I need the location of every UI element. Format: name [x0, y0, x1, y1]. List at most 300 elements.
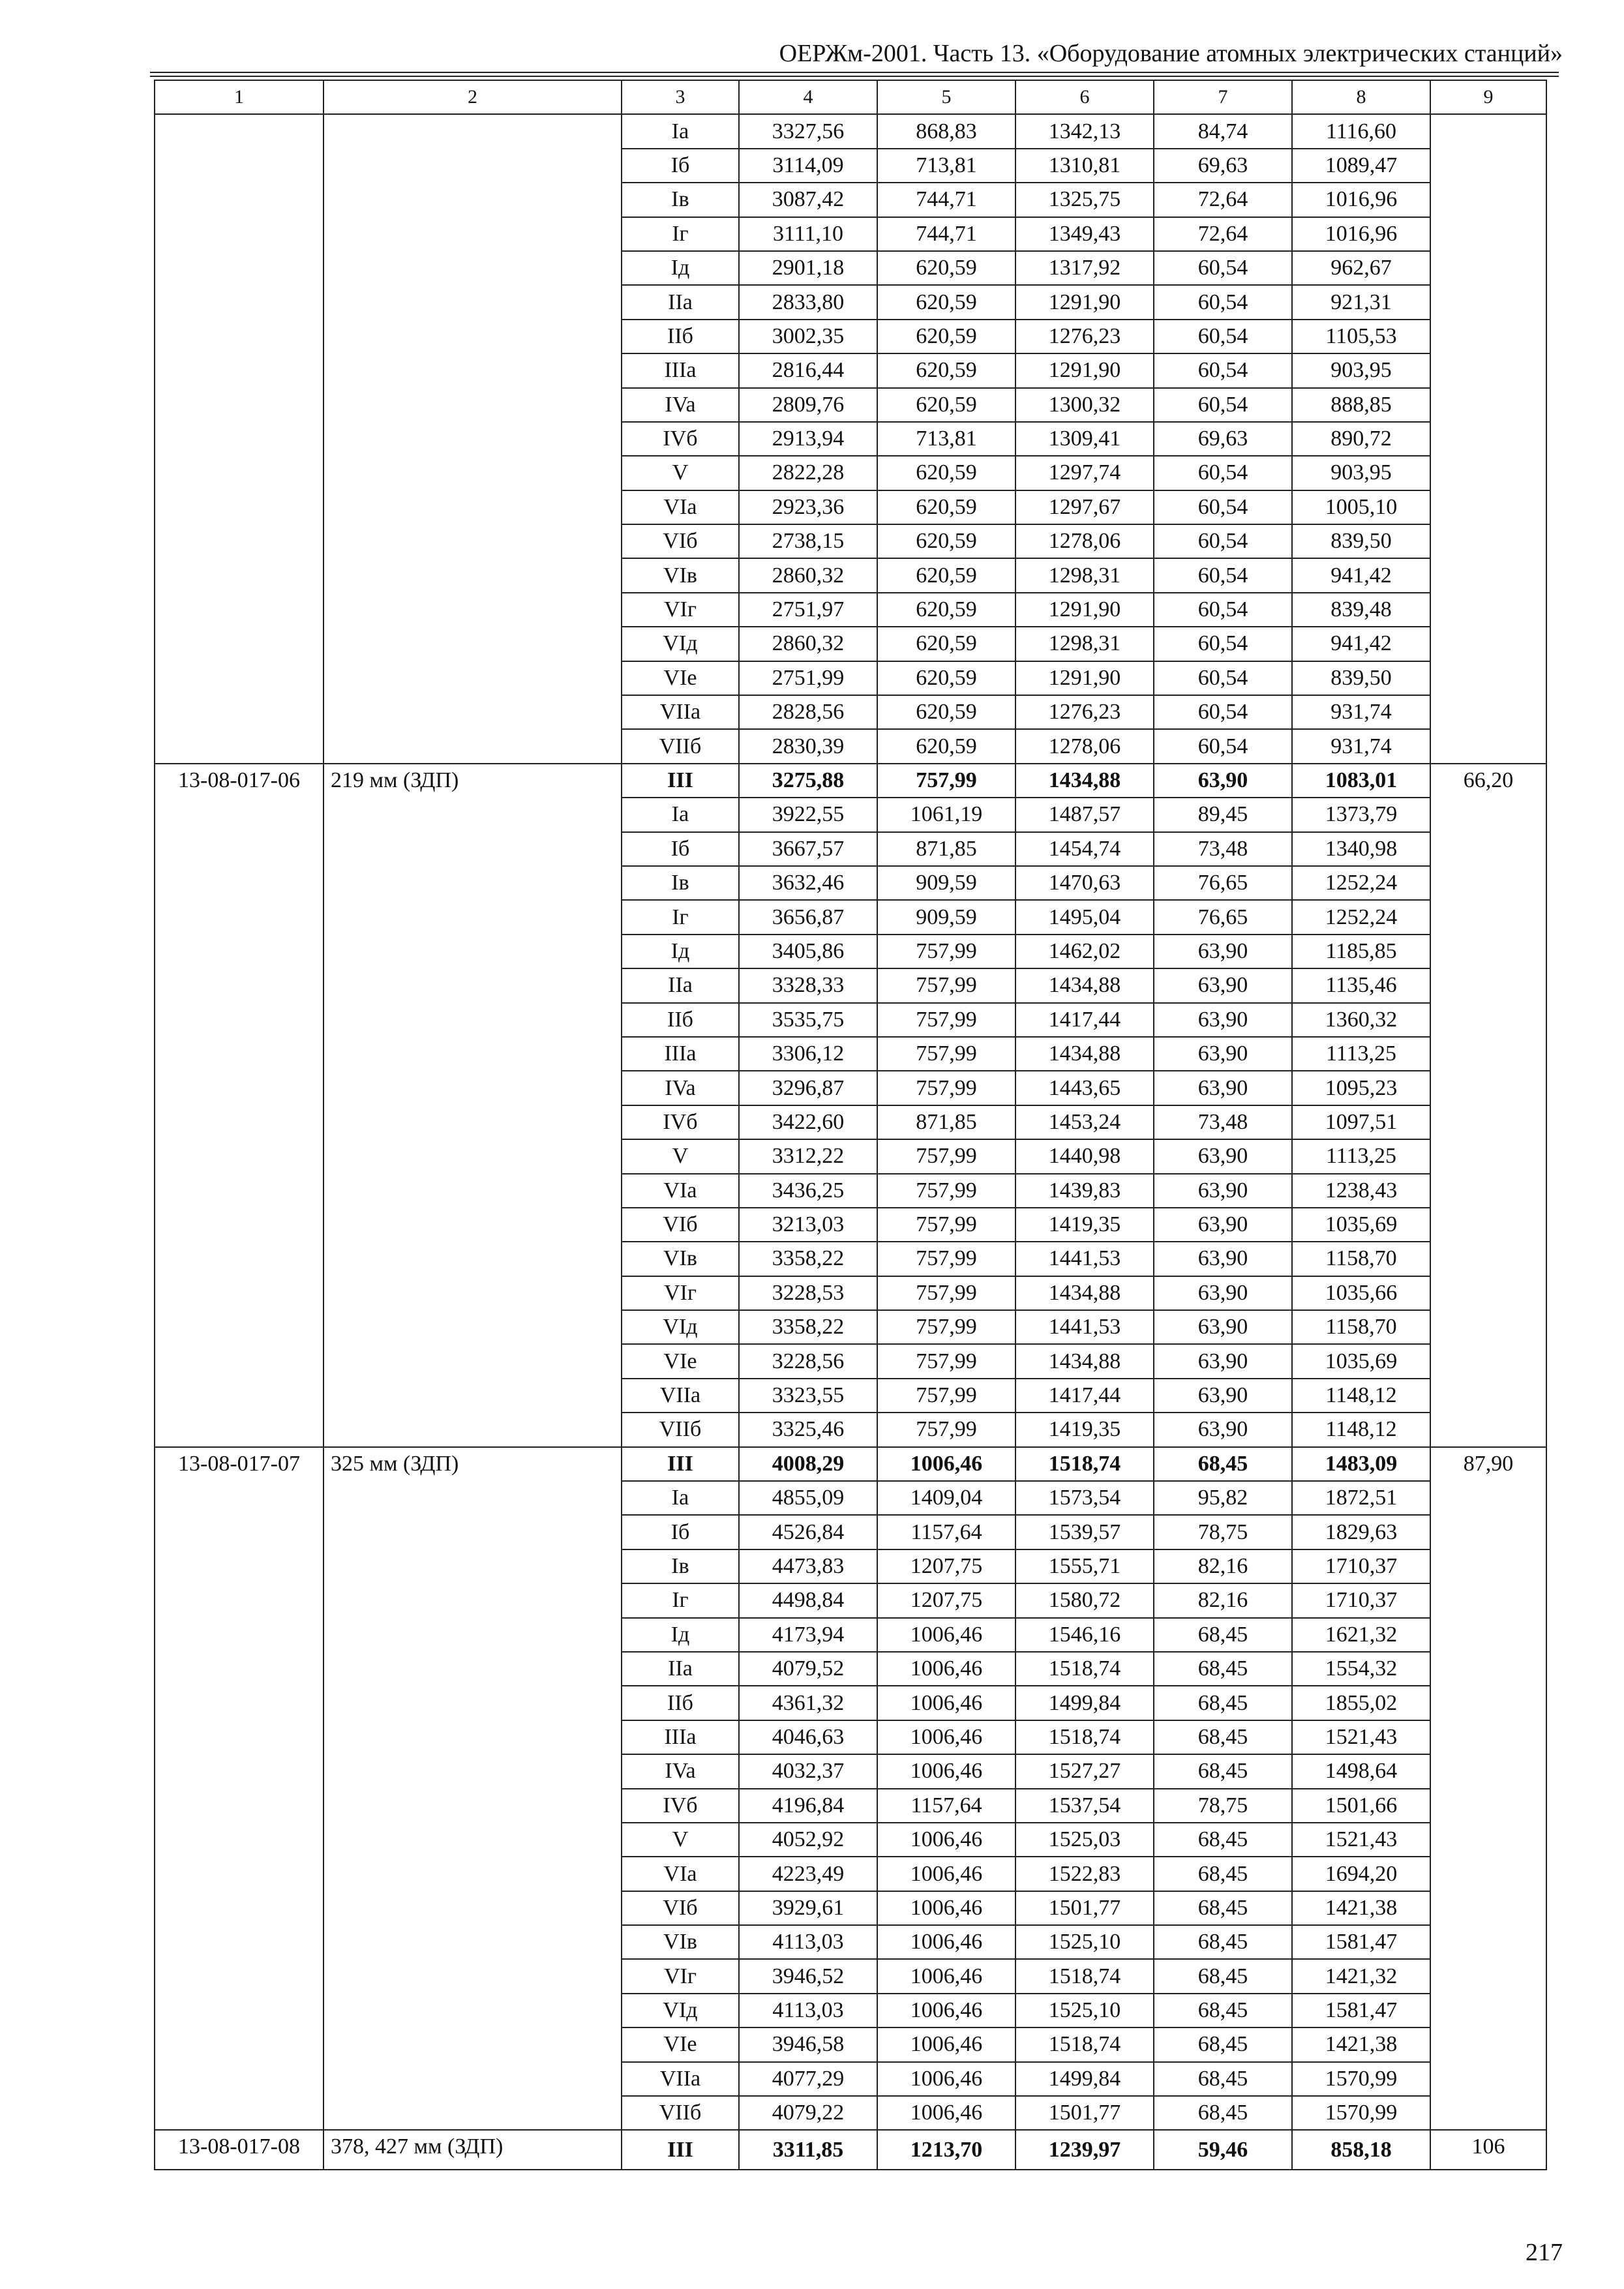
value-cell: 909,59 — [877, 900, 1015, 934]
value-cell: 1006,46 — [877, 1959, 1015, 1993]
zone-cell: Iв — [622, 183, 739, 217]
value-cell: 620,59 — [877, 558, 1015, 592]
value-cell: 1291,90 — [1015, 285, 1154, 319]
value-cell: 63,90 — [1154, 1310, 1292, 1344]
zone-cell: VIд — [622, 1994, 739, 2027]
column-number: 8 — [1292, 80, 1430, 114]
value-cell: 1238,43 — [1292, 1174, 1430, 1208]
zone-cell: Iг — [622, 900, 739, 934]
value-cell: 60,54 — [1154, 490, 1292, 524]
value-cell: 1417,44 — [1015, 1379, 1154, 1413]
value-cell: 1570,99 — [1292, 2096, 1430, 2130]
value-cell: 63,90 — [1154, 1344, 1292, 1378]
value-cell: 4196,84 — [739, 1789, 877, 1823]
value-cell: 3632,46 — [739, 866, 877, 900]
value-cell: 620,59 — [877, 593, 1015, 627]
zone-cell: VIв — [622, 1242, 739, 1276]
value-cell: 1434,88 — [1015, 1276, 1154, 1310]
value-cell: 1518,74 — [1015, 1959, 1154, 1993]
value-cell: 1580,72 — [1015, 1583, 1154, 1617]
value-cell: 890,72 — [1292, 422, 1430, 456]
value-cell: 1035,66 — [1292, 1276, 1430, 1310]
zone-cell: VIIб — [622, 729, 739, 763]
value-cell: 84,74 — [1154, 114, 1292, 148]
value-cell: 620,59 — [877, 456, 1015, 490]
value-cell: 839,50 — [1292, 524, 1430, 558]
value-cell: 3111,10 — [739, 217, 877, 251]
value-cell: 757,99 — [877, 968, 1015, 1002]
value-cell: 757,99 — [877, 764, 1015, 798]
value-cell: 757,99 — [877, 935, 1015, 968]
zone-cell: VIв — [622, 558, 739, 592]
zone-cell: IIIa — [622, 1037, 739, 1071]
value-cell: 620,59 — [877, 729, 1015, 763]
table-row — [155, 114, 1546, 148]
value-cell: 60,54 — [1154, 285, 1292, 319]
value-cell: 1518,74 — [1015, 1652, 1154, 1686]
zone-cell: VIб — [622, 1208, 739, 1242]
value-cell: 871,85 — [877, 1105, 1015, 1139]
value-cell: 4077,29 — [739, 2062, 877, 2096]
value-cell: 931,74 — [1292, 729, 1430, 763]
value-cell: 1006,46 — [877, 2027, 1015, 2061]
value-cell: 68,45 — [1154, 1891, 1292, 1925]
zone-cell: Iд — [622, 935, 739, 968]
value-cell: 1006,46 — [877, 1447, 1015, 1481]
value-cell: 757,99 — [877, 1344, 1015, 1378]
value-cell: 1518,74 — [1015, 2027, 1154, 2061]
value-cell: 1276,23 — [1015, 320, 1154, 353]
value-cell: 3323,55 — [739, 1379, 877, 1413]
column-9-value: 66,20 — [1430, 764, 1546, 1447]
value-cell: 1207,75 — [877, 1549, 1015, 1583]
zone-cell: III — [622, 2130, 739, 2169]
zone-cell: VIe — [622, 661, 739, 695]
value-cell: 1278,06 — [1015, 524, 1154, 558]
value-cell: 1298,31 — [1015, 627, 1154, 661]
column-number-row — [155, 80, 1546, 114]
value-cell: 60,54 — [1154, 524, 1292, 558]
zone-cell: VIв — [622, 1925, 739, 1959]
value-cell: 1434,88 — [1015, 764, 1154, 798]
value-cell: 1453,24 — [1015, 1105, 1154, 1139]
zone-cell: VIa — [622, 1174, 739, 1208]
zone-cell: VIa — [622, 490, 739, 524]
column-9-value — [1430, 114, 1546, 763]
zone-cell: IVб — [622, 1789, 739, 1823]
zone-cell: IIIa — [622, 353, 739, 387]
zone-cell: III — [622, 764, 739, 798]
value-cell: 68,45 — [1154, 2027, 1292, 2061]
value-cell: 73,48 — [1154, 1105, 1292, 1139]
column-number: 5 — [877, 80, 1015, 114]
value-cell: 60,54 — [1154, 661, 1292, 695]
value-cell: 1006,46 — [877, 2096, 1015, 2130]
value-cell: 620,59 — [877, 353, 1015, 387]
value-cell: 60,54 — [1154, 388, 1292, 422]
value-cell: 1083,01 — [1292, 764, 1430, 798]
value-cell: 909,59 — [877, 866, 1015, 900]
zone-cell: Iд — [622, 1618, 739, 1652]
value-cell: 68,45 — [1154, 2062, 1292, 2096]
value-cell: 4473,83 — [739, 1549, 877, 1583]
value-cell: 63,90 — [1154, 1174, 1292, 1208]
value-cell: 4173,94 — [739, 1618, 877, 1652]
zone-cell: Ia — [622, 114, 739, 148]
zone-cell: VIIб — [622, 1413, 739, 1446]
value-cell: 620,59 — [877, 285, 1015, 319]
value-cell: 3228,56 — [739, 1344, 877, 1378]
value-cell: 1522,83 — [1015, 1857, 1154, 1891]
value-cell: 89,45 — [1154, 798, 1292, 831]
page-number: 217 — [1526, 2239, 1563, 2266]
value-cell: 1016,96 — [1292, 183, 1430, 217]
value-cell: 3535,75 — [739, 1003, 877, 1037]
value-cell: 3946,52 — [739, 1959, 877, 1993]
value-cell: 1035,69 — [1292, 1344, 1430, 1378]
value-cell: 59,46 — [1154, 2130, 1292, 2169]
value-cell: 1499,84 — [1015, 1686, 1154, 1720]
value-cell: 76,65 — [1154, 900, 1292, 934]
value-cell: 3114,09 — [739, 149, 877, 183]
value-cell: 4361,32 — [739, 1686, 877, 1720]
value-cell: 1005,10 — [1292, 490, 1430, 524]
value-cell: 3312,22 — [739, 1139, 877, 1173]
value-cell: 1694,20 — [1292, 1857, 1430, 1891]
value-cell: 1434,88 — [1015, 1344, 1154, 1378]
zone-cell: VIг — [622, 1276, 739, 1310]
value-cell: 63,90 — [1154, 1003, 1292, 1037]
value-cell: 68,45 — [1154, 2096, 1292, 2130]
value-cell: 757,99 — [877, 1379, 1015, 1413]
value-cell: 3656,87 — [739, 900, 877, 934]
value-cell: 757,99 — [877, 1208, 1015, 1242]
zone-cell: Iв — [622, 1549, 739, 1583]
column-number: 9 — [1430, 80, 1546, 114]
zone-cell: Iб — [622, 832, 739, 866]
value-cell: 2816,44 — [739, 353, 877, 387]
value-cell: 2738,15 — [739, 524, 877, 558]
value-cell: 1157,64 — [877, 1789, 1015, 1823]
value-cell: 1537,54 — [1015, 1789, 1154, 1823]
value-cell: 3946,58 — [739, 2027, 877, 2061]
value-cell: 1501,66 — [1292, 1789, 1430, 1823]
value-cell: 1006,46 — [877, 1686, 1015, 1720]
value-cell: 60,54 — [1154, 627, 1292, 661]
value-cell: 1872,51 — [1292, 1481, 1430, 1515]
value-cell: 1113,25 — [1292, 1139, 1430, 1173]
value-cell: 73,48 — [1154, 832, 1292, 866]
value-cell: 1278,06 — [1015, 729, 1154, 763]
rate-code: 13-08-017-06 — [155, 764, 323, 1447]
value-cell: 1554,32 — [1292, 1652, 1430, 1686]
value-cell: 95,82 — [1154, 1481, 1292, 1515]
column-number: 7 — [1154, 80, 1292, 114]
value-cell: 68,45 — [1154, 1686, 1292, 1720]
table-row — [155, 2130, 1546, 2169]
value-cell: 1158,70 — [1292, 1310, 1430, 1344]
value-cell: 1483,09 — [1292, 1447, 1430, 1481]
value-cell: 1419,35 — [1015, 1208, 1154, 1242]
value-cell: 1546,16 — [1015, 1618, 1154, 1652]
value-cell: 941,42 — [1292, 558, 1430, 592]
value-cell: 1710,37 — [1292, 1583, 1430, 1617]
value-cell: 888,85 — [1292, 388, 1430, 422]
value-cell: 744,71 — [877, 217, 1015, 251]
value-cell: 63,90 — [1154, 1242, 1292, 1276]
header-rule — [150, 72, 1559, 73]
zone-cell: Iд — [622, 251, 739, 285]
value-cell: 63,90 — [1154, 1379, 1292, 1413]
value-cell: 757,99 — [877, 1413, 1015, 1446]
value-cell: 68,45 — [1154, 1754, 1292, 1788]
value-cell: 1499,84 — [1015, 2062, 1154, 2096]
value-cell: 1113,25 — [1292, 1037, 1430, 1071]
value-cell: 1349,43 — [1015, 217, 1154, 251]
value-cell: 3296,87 — [739, 1071, 877, 1105]
value-cell: 1006,46 — [877, 1925, 1015, 1959]
value-cell: 1581,47 — [1292, 1925, 1430, 1959]
value-cell: 76,65 — [1154, 866, 1292, 900]
value-cell: 1340,98 — [1292, 832, 1430, 866]
value-cell: 2751,97 — [739, 593, 877, 627]
value-cell: 63,90 — [1154, 1413, 1292, 1446]
zone-cell: IVб — [622, 1105, 739, 1139]
value-cell: 1570,99 — [1292, 2062, 1430, 2096]
value-cell: 68,45 — [1154, 1652, 1292, 1686]
zone-cell: Iб — [622, 149, 739, 183]
value-cell: 757,99 — [877, 1242, 1015, 1276]
value-cell: 60,54 — [1154, 456, 1292, 490]
zone-cell: IVa — [622, 1071, 739, 1105]
value-cell: 1135,46 — [1292, 968, 1430, 1002]
value-cell: 2860,32 — [739, 627, 877, 661]
zone-cell: VIIa — [622, 695, 739, 729]
value-cell: 1525,10 — [1015, 1925, 1154, 1959]
value-cell: 1291,90 — [1015, 661, 1154, 695]
value-cell: 858,18 — [1292, 2130, 1430, 2169]
zone-cell: V — [622, 1823, 739, 1857]
value-cell: 713,81 — [877, 422, 1015, 456]
value-cell: 1061,19 — [877, 798, 1015, 831]
value-cell: 63,90 — [1154, 935, 1292, 968]
value-cell: 63,90 — [1154, 764, 1292, 798]
value-cell: 941,42 — [1292, 627, 1430, 661]
value-cell: 1421,38 — [1292, 2027, 1430, 2061]
value-cell: 1501,77 — [1015, 2096, 1154, 2130]
table-row — [155, 1447, 1546, 1481]
value-cell: 1829,63 — [1292, 1515, 1430, 1549]
value-cell: 1470,63 — [1015, 866, 1154, 900]
zone-cell: VIIa — [622, 1379, 739, 1413]
value-cell: 68,45 — [1154, 1447, 1292, 1481]
value-cell: 63,90 — [1154, 1276, 1292, 1310]
value-cell: 1441,53 — [1015, 1310, 1154, 1344]
value-cell: 744,71 — [877, 183, 1015, 217]
value-cell: 620,59 — [877, 388, 1015, 422]
value-cell: 1440,98 — [1015, 1139, 1154, 1173]
value-cell: 1297,74 — [1015, 456, 1154, 490]
value-cell: 1105,53 — [1292, 320, 1430, 353]
column-number: 6 — [1015, 80, 1154, 114]
value-cell: 3358,22 — [739, 1242, 877, 1276]
value-cell: 1434,88 — [1015, 1037, 1154, 1071]
value-cell: 3929,61 — [739, 1891, 877, 1925]
value-cell: 1239,97 — [1015, 2130, 1154, 2169]
value-cell: 2828,56 — [739, 695, 877, 729]
value-cell: 1855,02 — [1292, 1686, 1430, 1720]
value-cell: 60,54 — [1154, 558, 1292, 592]
value-cell: 1035,69 — [1292, 1208, 1430, 1242]
value-cell: 68,45 — [1154, 1618, 1292, 1652]
value-cell: 1462,02 — [1015, 935, 1154, 968]
value-cell: 1434,88 — [1015, 968, 1154, 1002]
value-cell: 1360,32 — [1292, 1003, 1430, 1037]
value-cell: 1095,23 — [1292, 1071, 1430, 1105]
value-cell: 2751,99 — [739, 661, 877, 695]
zone-cell: IIa — [622, 968, 739, 1002]
value-cell: 1148,12 — [1292, 1413, 1430, 1446]
value-cell: 69,63 — [1154, 149, 1292, 183]
zone-cell: VIб — [622, 524, 739, 558]
value-cell: 2830,39 — [739, 729, 877, 763]
value-cell: 1006,46 — [877, 1754, 1015, 1788]
value-cell: 3422,60 — [739, 1105, 877, 1139]
zone-cell: VIг — [622, 1959, 739, 1993]
value-cell: 1325,75 — [1015, 183, 1154, 217]
value-cell: 4046,63 — [739, 1720, 877, 1754]
value-cell: 1006,46 — [877, 2062, 1015, 2096]
value-cell: 3306,12 — [739, 1037, 877, 1071]
value-cell: 1417,44 — [1015, 1003, 1154, 1037]
value-cell: 1297,67 — [1015, 490, 1154, 524]
rate-name: 378, 427 мм (ЗДП) — [323, 2130, 622, 2169]
value-cell: 4855,09 — [739, 1481, 877, 1515]
value-cell: 3405,86 — [739, 935, 877, 968]
zone-cell: Iг — [622, 1583, 739, 1617]
rate-name — [323, 114, 622, 763]
zone-cell: VIб — [622, 1891, 739, 1925]
value-cell: 82,16 — [1154, 1549, 1292, 1583]
value-cell: 1300,32 — [1015, 388, 1154, 422]
value-cell: 839,50 — [1292, 661, 1430, 695]
value-cell: 78,75 — [1154, 1515, 1292, 1549]
value-cell: 1276,23 — [1015, 695, 1154, 729]
value-cell: 60,54 — [1154, 729, 1292, 763]
value-cell: 757,99 — [877, 1174, 1015, 1208]
zone-cell: IIб — [622, 1003, 739, 1037]
value-cell: 1518,74 — [1015, 1720, 1154, 1754]
value-cell: 78,75 — [1154, 1789, 1292, 1823]
value-cell: 1116,60 — [1292, 114, 1430, 148]
zone-cell: V — [622, 456, 739, 490]
value-cell: 1439,83 — [1015, 1174, 1154, 1208]
rates-table — [154, 80, 1547, 2170]
value-cell: 2913,94 — [739, 422, 877, 456]
value-cell: 620,59 — [877, 695, 1015, 729]
zone-cell: VIIa — [622, 2062, 739, 2096]
value-cell: 757,99 — [877, 1037, 1015, 1071]
table-row — [155, 764, 1546, 798]
value-cell: 757,99 — [877, 1310, 1015, 1344]
value-cell: 3667,57 — [739, 832, 877, 866]
value-cell: 1621,32 — [1292, 1618, 1430, 1652]
value-cell: 4079,52 — [739, 1652, 877, 1686]
value-cell: 60,54 — [1154, 320, 1292, 353]
value-cell: 68,45 — [1154, 1720, 1292, 1754]
value-cell: 4079,22 — [739, 2096, 877, 2130]
value-cell: 60,54 — [1154, 695, 1292, 729]
value-cell: 1317,92 — [1015, 251, 1154, 285]
value-cell: 757,99 — [877, 1276, 1015, 1310]
column-number: 2 — [323, 80, 622, 114]
value-cell: 757,99 — [877, 1071, 1015, 1105]
value-cell: 1006,46 — [877, 1891, 1015, 1925]
value-cell: 620,59 — [877, 320, 1015, 353]
rate-code — [155, 114, 323, 763]
zone-cell: VIIб — [622, 2096, 739, 2130]
value-cell: 2860,32 — [739, 558, 877, 592]
value-cell: 1291,90 — [1015, 593, 1154, 627]
zone-cell: VIe — [622, 1344, 739, 1378]
value-cell: 1573,54 — [1015, 1481, 1154, 1515]
value-cell: 4052,92 — [739, 1823, 877, 1857]
value-cell: 1501,77 — [1015, 1891, 1154, 1925]
value-cell: 3228,53 — [739, 1276, 877, 1310]
value-cell: 1421,38 — [1292, 1891, 1430, 1925]
zone-cell: V — [622, 1139, 739, 1173]
zone-cell: VIг — [622, 593, 739, 627]
value-cell: 4223,49 — [739, 1857, 877, 1891]
value-cell: 2901,18 — [739, 251, 877, 285]
value-cell: 757,99 — [877, 1139, 1015, 1173]
value-cell: 1710,37 — [1292, 1549, 1430, 1583]
rate-name: 219 мм (ЗДП) — [323, 764, 622, 1447]
value-cell: 3325,46 — [739, 1413, 877, 1446]
value-cell: 1157,64 — [877, 1515, 1015, 1549]
value-cell: 4526,84 — [739, 1515, 877, 1549]
value-cell: 2809,76 — [739, 388, 877, 422]
value-cell: 3327,56 — [739, 114, 877, 148]
zone-cell: IVa — [622, 1754, 739, 1788]
zone-cell: IIб — [622, 1686, 739, 1720]
value-cell: 620,59 — [877, 490, 1015, 524]
zone-cell: VIa — [622, 1857, 739, 1891]
value-cell: 962,67 — [1292, 251, 1430, 285]
rate-code: 13-08-017-07 — [155, 1447, 323, 2131]
value-cell: 1555,71 — [1015, 1549, 1154, 1583]
rates-table-wrapper — [154, 80, 1547, 2170]
zone-cell: IIa — [622, 1652, 739, 1686]
zone-cell: IVa — [622, 388, 739, 422]
value-cell: 1252,24 — [1292, 866, 1430, 900]
zone-cell: Ia — [622, 798, 739, 831]
value-cell: 68,45 — [1154, 1925, 1292, 1959]
value-cell: 868,83 — [877, 114, 1015, 148]
value-cell: 1309,41 — [1015, 422, 1154, 456]
value-cell: 60,54 — [1154, 353, 1292, 387]
value-cell: 931,74 — [1292, 695, 1430, 729]
value-cell: 72,64 — [1154, 217, 1292, 251]
value-cell: 3358,22 — [739, 1310, 877, 1344]
value-cell: 1539,57 — [1015, 1515, 1154, 1549]
value-cell: 1298,31 — [1015, 558, 1154, 592]
value-cell: 1207,75 — [877, 1583, 1015, 1617]
value-cell: 3275,88 — [739, 764, 877, 798]
value-cell: 60,54 — [1154, 251, 1292, 285]
column-9-value: 87,90 — [1430, 1447, 1546, 2131]
value-cell: 3087,42 — [739, 183, 877, 217]
